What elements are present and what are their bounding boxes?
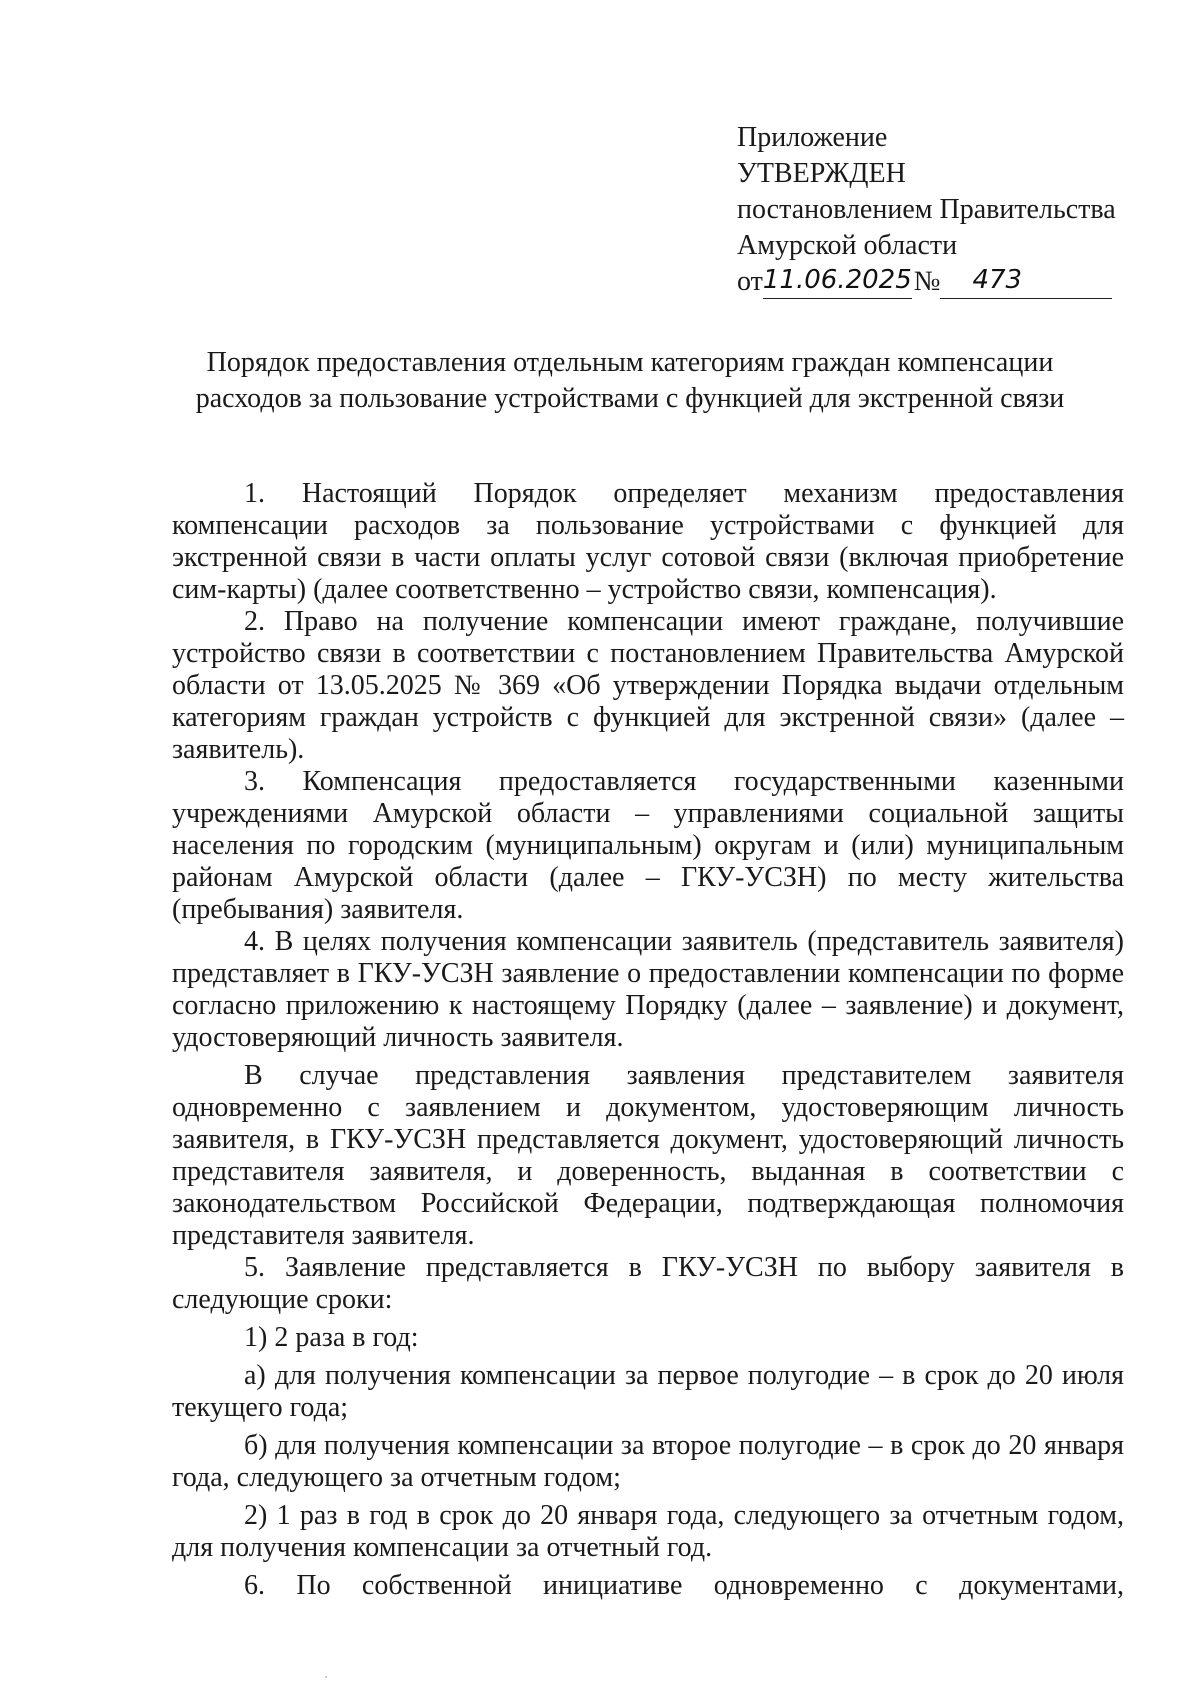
- document-body: [172, 478, 1124, 1602]
- paragraph-2: 2. Право на получение компенсации имеют граждане, получившие устройство связи в соответствии с постановлением Правительства Амурской области от 13.05.2025 № 369 «Об утверждении Порядка выдачи отдельным категориям граждан устройств с функцией для экстренной связи» (далее – заявитель).: [172, 606, 1124, 765]
- approved-label: УТВЕРЖДЕН: [737, 158, 906, 189]
- paragraph-5-option-2: 2) 1 раз в год в срок до 20 января года, следующего за отчетным годом, для получения компенсации за отчетный год.: [172, 1500, 1124, 1563]
- handwritten-number: 473: [940, 262, 1112, 299]
- approval-block: [737, 120, 1116, 308]
- document-title: [160, 345, 1100, 417]
- title-line-1: Порядок предоставления отдельным категориям граждан компенсации: [206, 347, 1054, 378]
- paragraph-5: 5. Заявление представляется в ГКУ-УСЗН по выбору заявителя в следующие сроки:: [172, 1252, 1124, 1315]
- paragraph-5-option-1a: а) для получения компенсации за первое полугодие – в срок до 20 июля текущего года;: [172, 1360, 1124, 1423]
- date-prefix: от: [737, 266, 763, 297]
- title-line-2: расходов за пользование устройствами с функцией для экстренной связи: [195, 383, 1065, 414]
- paragraph-5-option-1b: б) для получения компенсации за второе полугодие – в срок до 20 января года, следующего за отчетным годом;: [172, 1430, 1124, 1493]
- number-sign: №: [913, 266, 941, 297]
- date-number-line: [737, 264, 1116, 308]
- paragraph-4-representative: В случае представления заявления представителем заявителя одновременно с заявлением и документом, удостоверяющим личность заявителя, в ГКУ-УСЗН представляется документ, удостоверяющий личность представителя заявителя, и доверенность, выданная в соответствии с законодательством Российской Федерации, подтверждающая полномочия представителя заявителя.: [172, 1060, 1124, 1251]
- paragraph-5-option-1: 1) 2 раза в год:: [244, 1322, 419, 1353]
- approved-by-label: постановлением Правительства: [737, 194, 1116, 225]
- appendix-label: Приложение: [737, 122, 888, 153]
- paragraph-4: 4. В целях получения компенсации заявитель (представитель заявителя) представляет в ГКУ-УСЗН заявление о предоставлении компенсации по форме согласно приложению к настоящему Порядку (далее – заявление) и документ, удостоверяющий личность заявителя.: [172, 926, 1124, 1053]
- region-label: Амурской области: [737, 230, 958, 261]
- paragraph-1: 1. Настоящий Порядок определяет механизм предоставления компенсации расходов за пользование устройствами с функцией для экстренной связи в части оплаты услуг сотовой связи (включая приобретение сим-карты) (далее соответственно – устройство связи, компенсация).: [172, 478, 1124, 605]
- handwritten-date: 11.06.2025: [763, 262, 912, 299]
- scan-speck: [325, 1676, 327, 1678]
- paragraph-3: 3. Компенсация предоставляется государственными казенными учреждениями Амурской области – управлениями социальной защиты населения по городским (муниципальным) округам и (или) муниципальным районам Амурской области (далее – ГКУ-УСЗН) по месту жительства (пребывания) заявителя.: [172, 766, 1124, 925]
- paragraph-6: 6. По собственной инициативе одновременно с документами,: [244, 1570, 1124, 1601]
